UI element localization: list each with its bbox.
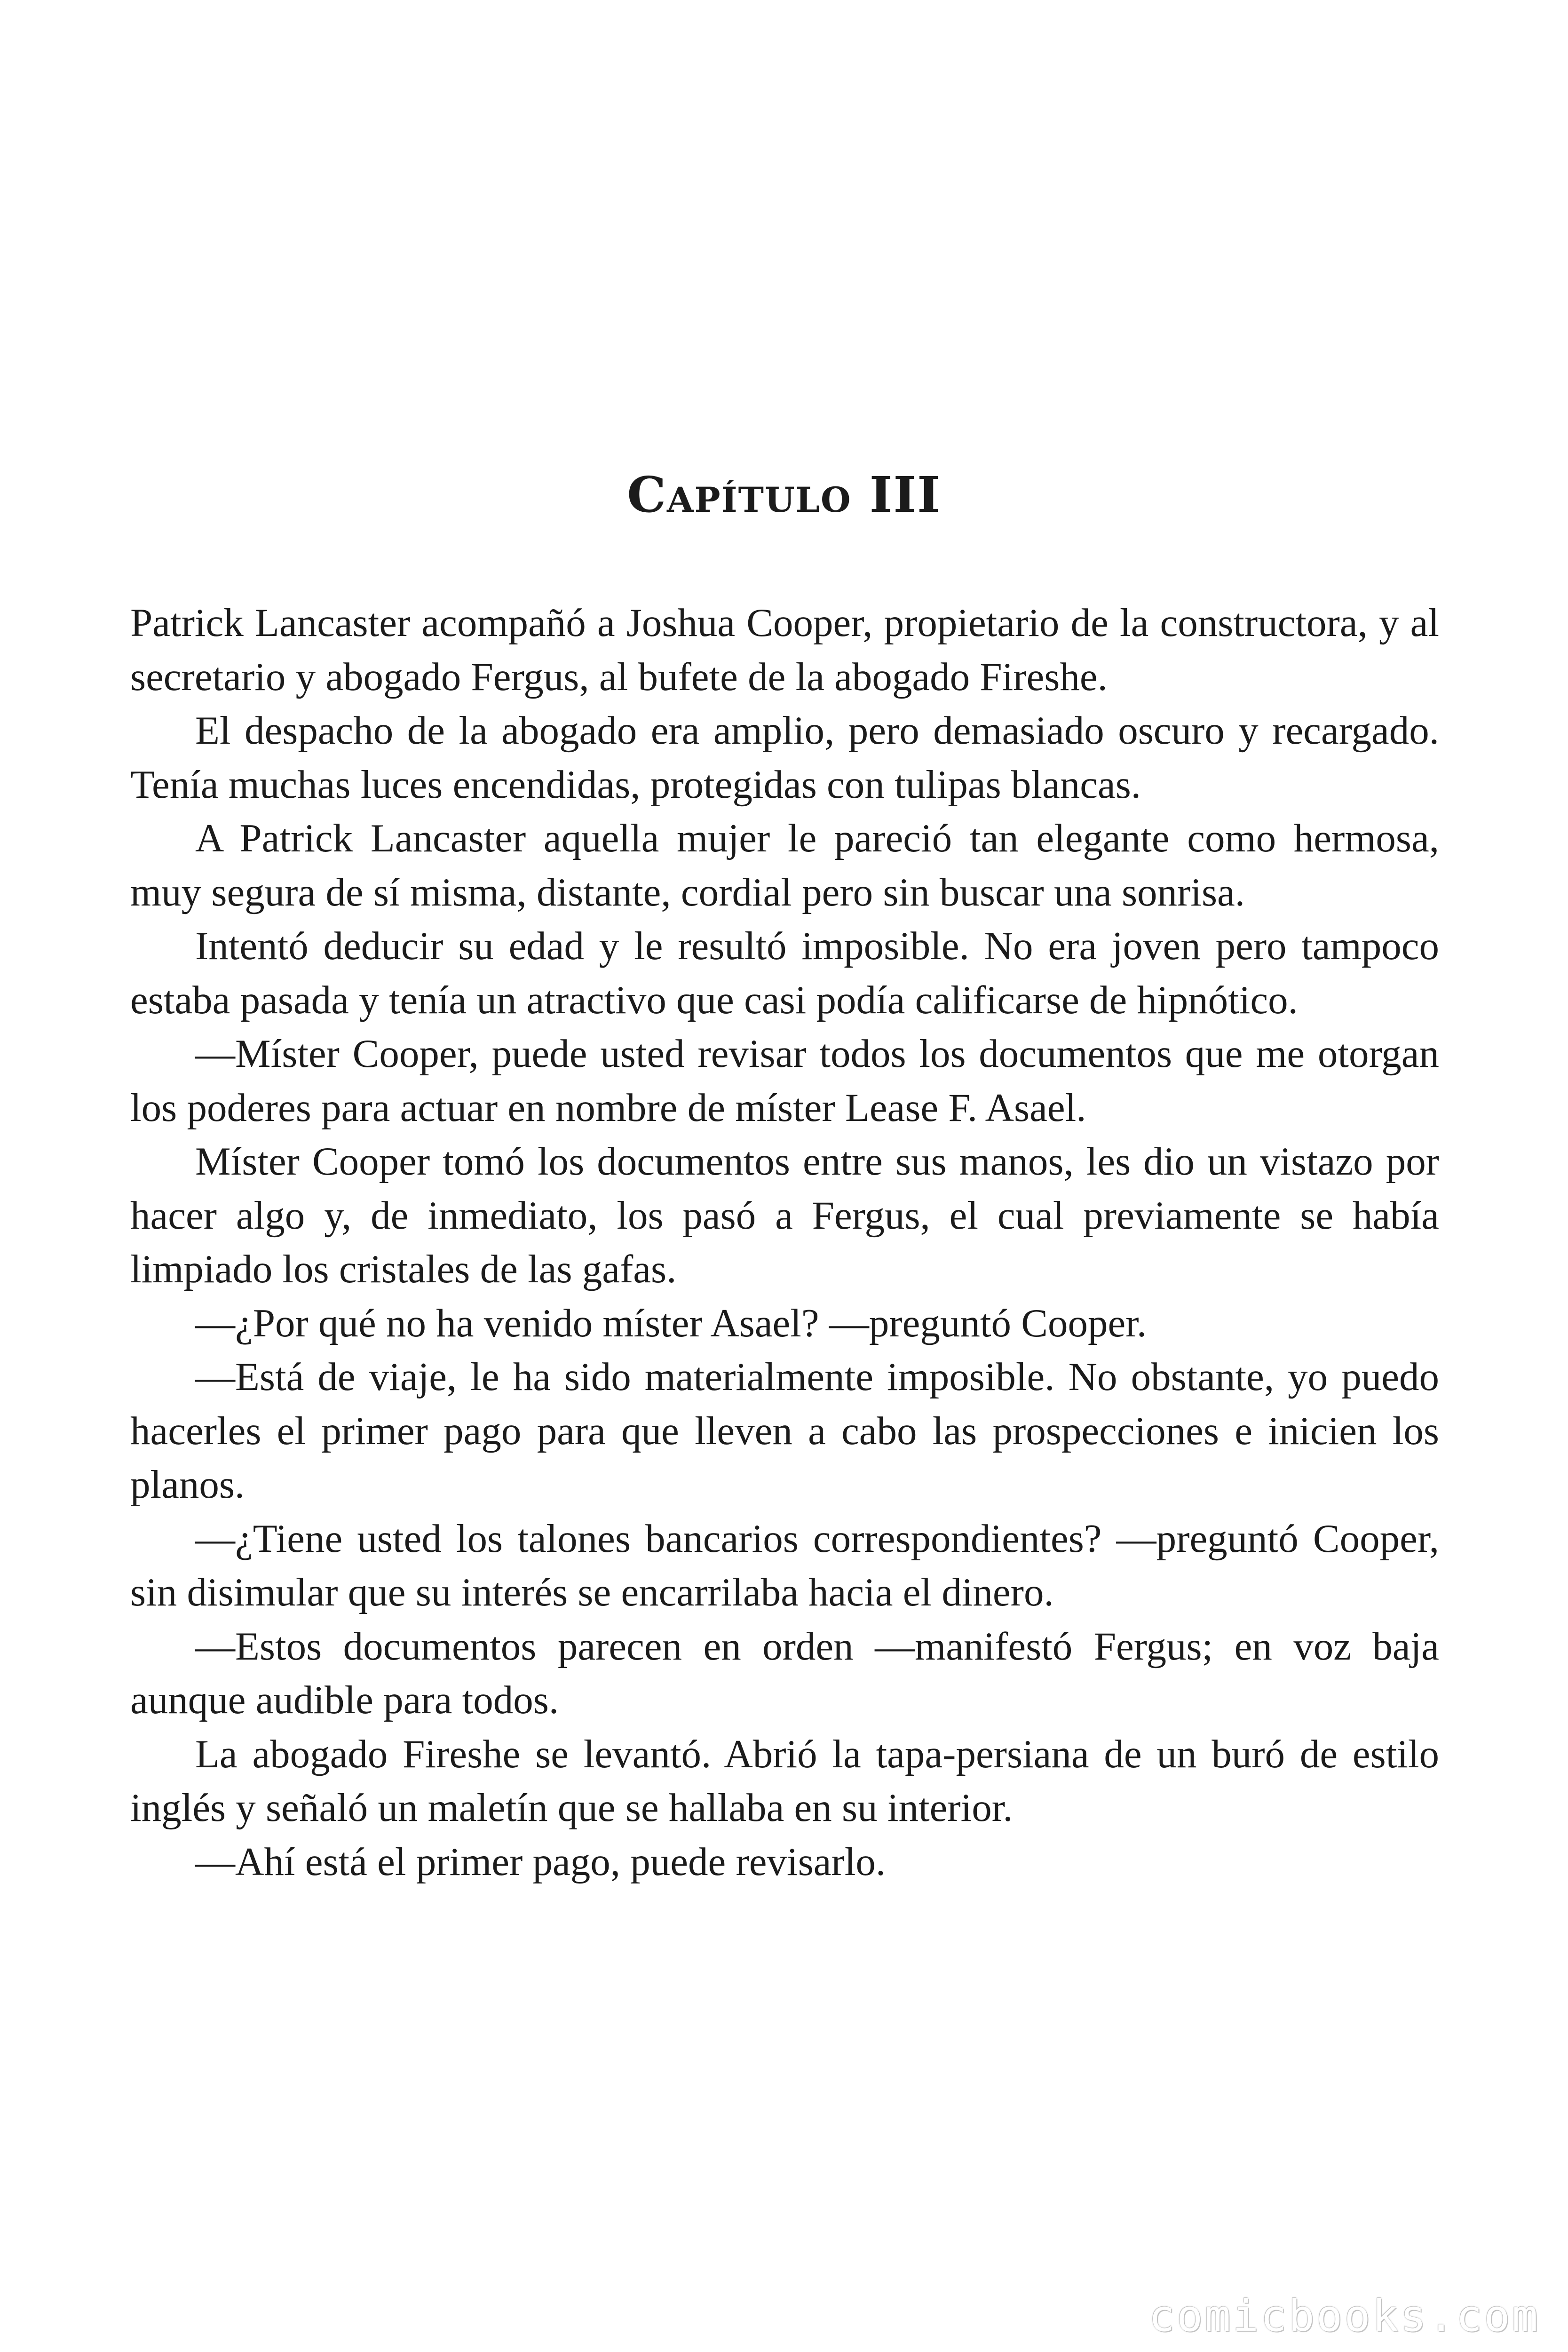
chapter-body	[130, 596, 1439, 1889]
watermark: comicbooks.com	[1148, 2291, 1540, 2341]
paragraph: El despacho de la abogado era amplio, pero demasiado oscuro y recargado. Tenía muchas luces encendidas, protegidas con tulipas blancas.	[130, 708, 1439, 807]
chapter-title: Capítulo III	[627, 466, 941, 524]
paragraph: Míster Cooper tomó los documentos entre sus manos, les dio un vistazo por hacer algo y, de inmediato, los pasó a Fergus, el cual previamente se había limpiado los cristales de las gafas.	[130, 1139, 1439, 1291]
paragraph: —¿Por qué no ha venido míster Asael? —preguntó Cooper.	[195, 1301, 1147, 1345]
paragraph: —Míster Cooper, puede usted revisar todos los documentos que me otorgan los poderes para actuar en nombre de míster Lease F. Asael.	[130, 1032, 1439, 1130]
paragraph: —Estos documentos parecen en orden —manifestó Fergus; en voz baja aunque audible para todos.	[130, 1624, 1439, 1722]
paragraph: —¿Tiene usted los talones bancarios correspondientes? —preguntó Cooper, sin disimular que su interés se encarrilaba hacia el dinero.	[130, 1516, 1439, 1614]
paragraph: A Patrick Lancaster aquella mujer le pareció tan elegante como hermosa, muy segura de sí misma, distante, cordial pero sin buscar una sonrisa.	[130, 816, 1439, 914]
paragraph: Intentó deducir su edad y le resultó imposible. No era joven pero tampoco estaba pasada y tenía un atractivo que casi podía calificarse de hipnótico.	[130, 924, 1439, 1022]
paragraph: La abogado Fireshe se levantó. Abrió la tapa-persiana de un buró de estilo inglés y señaló un maletín que se hallaba en su interior.	[130, 1732, 1439, 1830]
paragraph: —Está de viaje, le ha sido materialmente imposible. No obstante, yo puedo hacerles el primer pago para que lleven a cabo las prospecciones e inicien los planos.	[130, 1355, 1439, 1507]
paragraph: Patrick Lancaster acompañó a Joshua Cooper, propietario de la constructora, y al secretario y abogado Fergus, al bufete de la abogado Fireshe.	[130, 601, 1439, 699]
paragraph: —Ahí está el primer pago, puede revisarlo.	[195, 1839, 886, 1884]
